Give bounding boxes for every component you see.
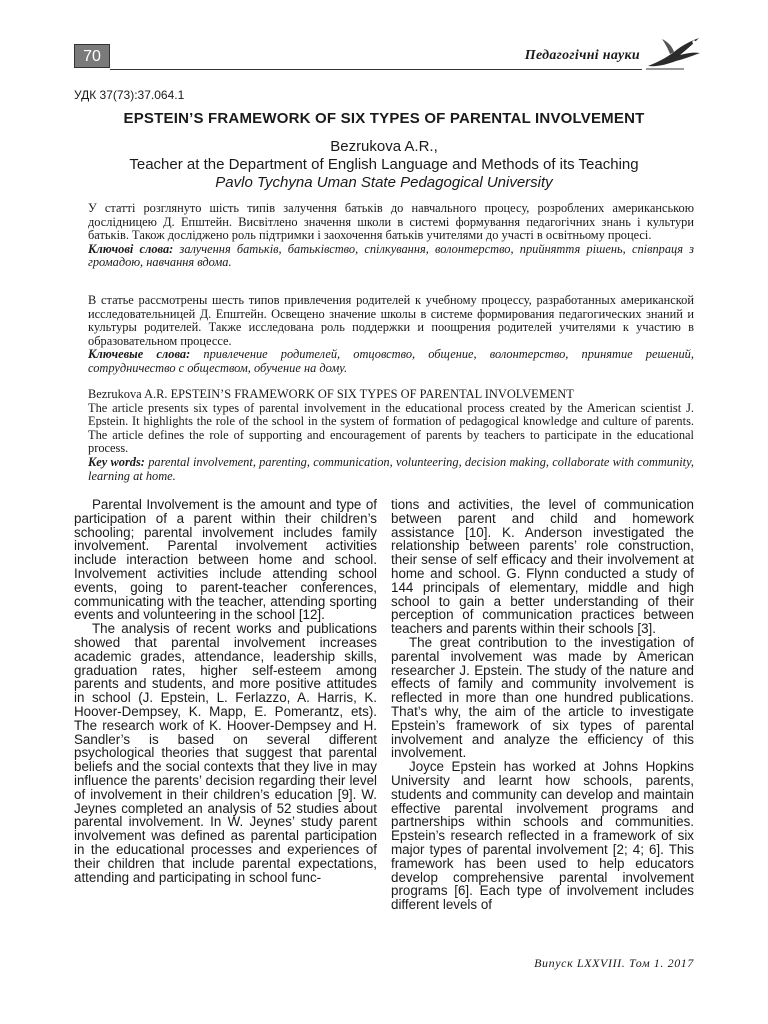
keywords-list: залучення батьків, батьківство, спілкування, волонтерство, прийняття рішень, співпраця з громадою, навчання вдома. (88, 241, 694, 270)
abstract-en-keywords (88, 456, 694, 483)
bird-logo-icon (644, 36, 702, 72)
body-column-right (391, 498, 694, 912)
abstract-ru-keywords (88, 348, 694, 375)
body-paragraph: The analysis of recent works and publications showed that parental involvement increases academic grades, attendance, leadership skills, graduation rates, higher self-esteem among parents and students, and more positive attitudes in school (J. Epstein, L. Ferlazzo, A. Harris, K. Hoover-Dempsey, K. Mapp, E. Pomerantz, ets). The research work of K. Hoover-Dempsey and H. Sandler’s is based on several different psychological theories that suggest that parental beliefs and the social contexts that they live in may influence the parents’ decision regarding their level of involvement in their children’s education [9]. W. Jeynes completed an analysis of 52 studies about parental involvement. In W. Jeynes’ study parent involvement was defined as parental participation in the educational processes and experiences of their children that include parental expectations, attending and participating in school func- (74, 621, 377, 885)
page-footer: Випуск LXXVIII. Том 1. 2017 (534, 956, 694, 970)
header-rule (110, 69, 642, 70)
body-column-left (74, 498, 377, 884)
body-paragraph: Parental Involvement is the amount and type of participation of a parent within their children’s schooling; parental involvement includes family involvement. Parental involvement activities include interaction between home and school. Involvement activities include attending school events, going to parent-teacher conferences, communicating with the teacher, attending sporting events and volunteering in the school [12]. (74, 497, 377, 623)
author-position: Teacher at the Department of English Language and Methods of its Teaching (129, 156, 639, 173)
article-title: EPSTEIN’S FRAMEWORK OF SIX TYPES OF PARENTAL INVOLVEMENT (123, 110, 645, 127)
abstract-ua-text: У статті розглянуто шість типів залучення батьків до навчального процесу, розроблених американською дослідницею Д. Епштейн. Висвітлено значення школи в системі формування педагогічних знань і культури батьків. Також досліджено роль підтримки і заохочення батьків учителями до участі в освітньому процесі. (88, 201, 694, 243)
page-header (74, 42, 702, 72)
body-paragraph-continued: tions and activities, the level of communication between parent and child and homework assistance [10]. K. Anderson investigated the relationship between parents’ role construction, their sense of self efficacy and their involvement at home and school. G. Flynn conducted a study of 144 principals of elementary, middle and high school to gain a better understanding of their perception of communication practices between teachers and parents within their schools [3]. (391, 497, 694, 637)
keywords-label: Ключевые слова: (88, 347, 191, 362)
keywords-list: привлечение родителей, отцовство, общение, волонтерство, принятие решений, сотрудничество с обществом, обучение на дому. (88, 347, 694, 375)
author-block (74, 138, 694, 192)
abstract-ukrainian (88, 202, 694, 270)
abstract-ru-text: В статье рассмотрены шесть типов привлечения родителей к учебному процессу, разработанных американской исследовательницей Д. Епштейн. Освещено значение школы в системе формирования педагогических знаний и культуры родителей. Также исследована роль поддержки и поощрения родителей учителями к участию в образовательном процессе. (88, 293, 694, 348)
author-name: Bezrukova A.R., (330, 138, 438, 155)
keywords-label: Ключові слова: (88, 241, 174, 256)
abstract-en-heading: Bezrukova A.R. EPSTEIN’S FRAMEWORK OF SIX TYPES OF PARENTAL INVOLVEMENT (88, 387, 574, 401)
udk-code: УДК 37(73):37.064.1 (74, 88, 185, 102)
abstract-en-text: The article presents six types of parental involvement in the educational process created by the American scientist J. Epstein. It highlights the role of the school in the system of formation of pedagogical knowledge and culture of parents. The article defines the role of supporting and encouragement of parents by teachers to participate in the educational process. (88, 400, 694, 456)
author-university: Pavlo Tychyna Uman State Pedagogical University (215, 174, 553, 191)
body-paragraph: Joyce Epstein has worked at Johns Hopkins University and learnt how schools, parents, students and community can develop and maintain effective parental involvement programs and partnerships within schools and communities. Epstein’s research reflected in a framework of six major types of parental involvement [2; 4; 6]. This framework has been used to help educators develop comprehensive parental involvement programs [6]. Each type of involvement includes different levels of (391, 759, 694, 913)
keywords-list: parental involvement, parenting, communication, volunteering, decision making, collaborate with community, learning at home. (88, 454, 694, 483)
abstract-ua-keywords (88, 243, 694, 270)
page-number: 70 (74, 44, 110, 68)
abstract-english (88, 388, 694, 483)
abstract-russian (88, 294, 694, 376)
keywords-label: Key words: (88, 454, 145, 469)
journal-title: Педагогічні науки (524, 48, 640, 63)
body-paragraph: The great contribution to the investigation of parental involvement was made by American researcher J. Epstein. The study of the nature and effects of family and community involvement is reflected in more than one hundred publications. That’s why, the aim of the article to investigate Epstein’s framework of six types of parental involvement and analyze the efficiency of this involvement. (391, 634, 694, 761)
